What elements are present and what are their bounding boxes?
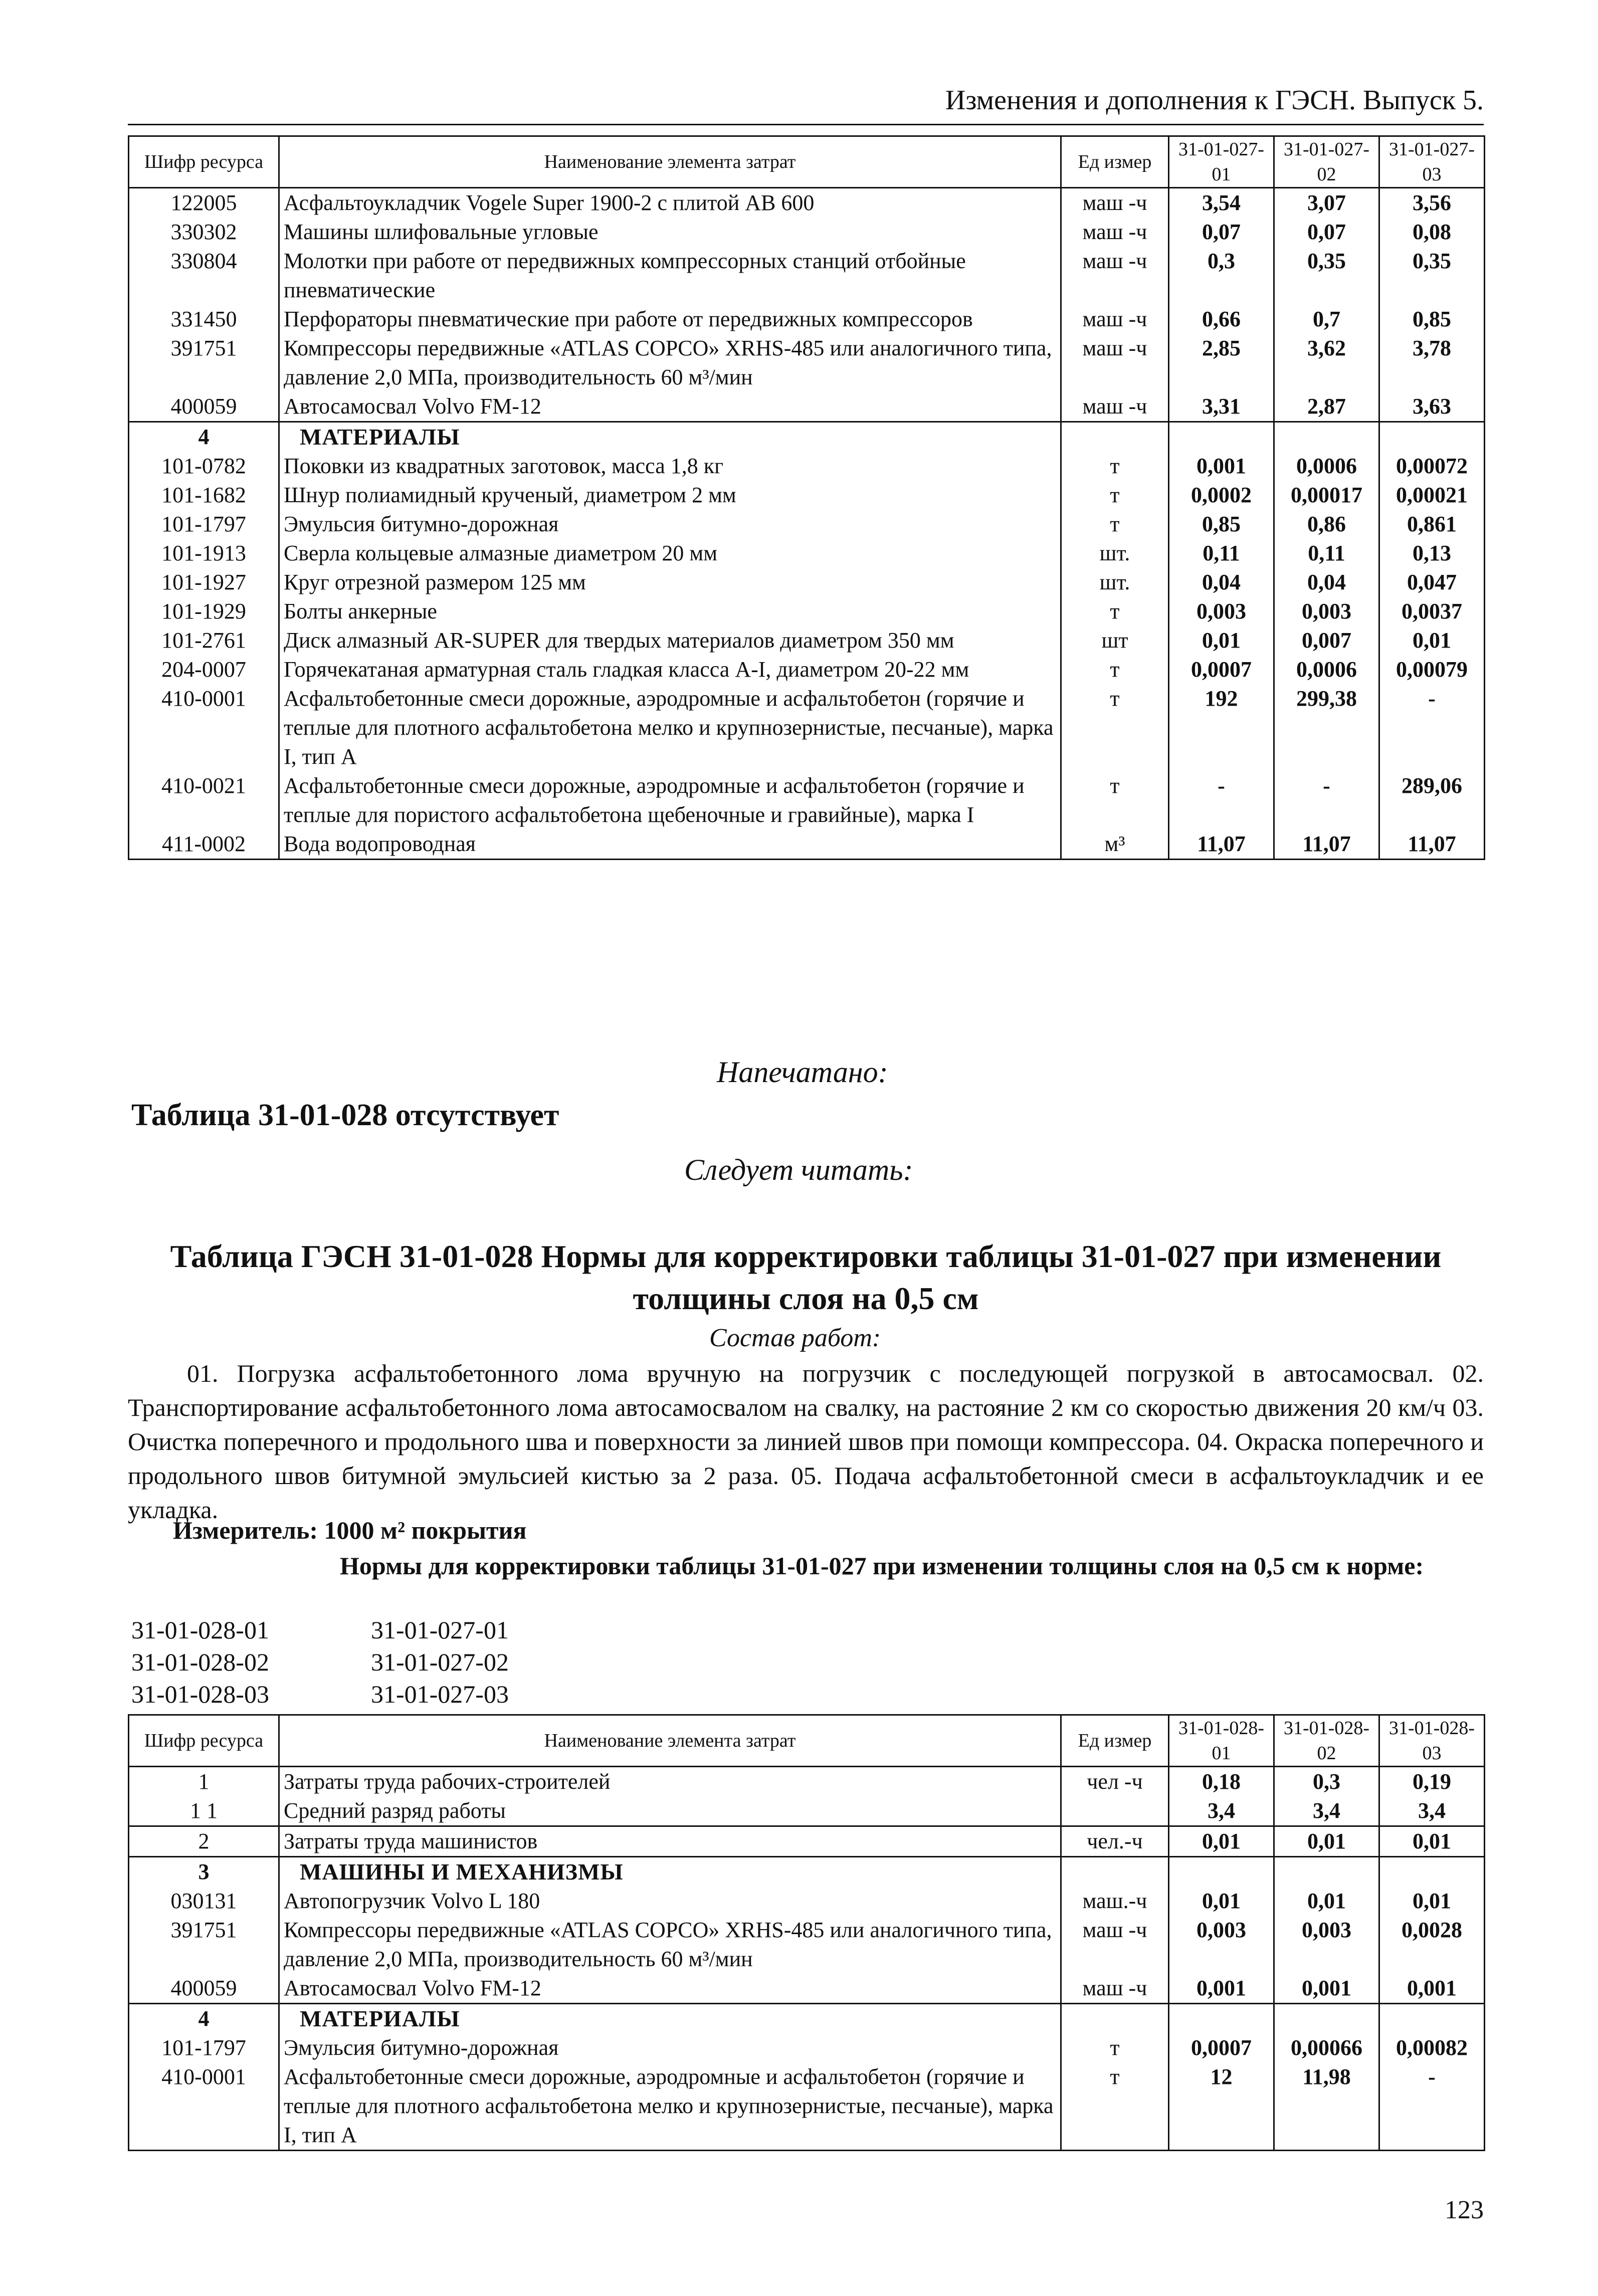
norm-value-1: 0,3 bbox=[1169, 247, 1274, 305]
norm-value-2: - bbox=[1274, 771, 1379, 829]
norm-value-2: 3,62 bbox=[1274, 334, 1379, 392]
table-row bbox=[129, 1826, 1485, 1857]
norm-map-code: 31-01-028-02 bbox=[131, 1648, 269, 1676]
table-row bbox=[129, 452, 1485, 481]
norm-value-1: 2,85 bbox=[1169, 334, 1274, 392]
resource-unit: т bbox=[1061, 2033, 1169, 2062]
norm-value-2: 2,87 bbox=[1274, 392, 1379, 422]
resource-name: МАТЕРИАЛЫ bbox=[279, 2004, 1061, 2034]
norm-value-3 bbox=[1379, 2004, 1485, 2034]
norm-value-3: 0,01 bbox=[1379, 1826, 1485, 1857]
resource-name: Болты анкерные bbox=[279, 597, 1061, 626]
resource-unit: маш.-ч bbox=[1061, 1887, 1169, 1916]
norm-map-row bbox=[131, 1614, 509, 1646]
table-row bbox=[129, 1916, 1485, 1974]
norm-value-1: 0,18 bbox=[1169, 1767, 1274, 1797]
norm-value-2 bbox=[1274, 2004, 1379, 2034]
resource-code: 101-2761 bbox=[129, 626, 279, 655]
table-row bbox=[129, 334, 1485, 392]
resource-code: 400059 bbox=[129, 1974, 279, 2004]
measure-unit-line: Измеритель: 1000 м² покрытия bbox=[173, 1516, 527, 1544]
norm-value-2: 0,11 bbox=[1274, 539, 1379, 568]
resource-unit: маш -ч bbox=[1061, 218, 1169, 247]
missing-table-statement: Таблица 31-01-028 отсутствует bbox=[131, 1098, 559, 1132]
table-row bbox=[129, 539, 1485, 568]
resource-unit: т bbox=[1061, 2062, 1169, 2151]
resource-name: МАШИНЫ И МЕХАНИЗМЫ bbox=[279, 1857, 1061, 1887]
section-row bbox=[129, 422, 1485, 452]
norm-value-3: 0,35 bbox=[1379, 247, 1485, 305]
resource-name: Асфальтобетонные смеси дорожные, аэродромные и асфальтобетон (горячие и теплые для плотного асфальтобетона мелко и крупнозернистые, песчаные), марка I, тип А bbox=[279, 2062, 1061, 2151]
norm-value-1: 0,07 bbox=[1169, 218, 1274, 247]
resource-name: Средний разряд работы bbox=[279, 1796, 1061, 1826]
resource-code: 1 bbox=[129, 1767, 279, 1797]
table-row bbox=[129, 247, 1485, 305]
resource-unit: маш -ч bbox=[1061, 1916, 1169, 1974]
section-row bbox=[129, 1857, 1485, 1887]
resource-code: 410-0021 bbox=[129, 771, 279, 829]
norm-value-2: 0,00066 bbox=[1274, 2033, 1379, 2062]
resource-unit: чел.-ч bbox=[1061, 1826, 1169, 1857]
norm-value-1: 3,54 bbox=[1169, 188, 1274, 218]
table-row bbox=[129, 1767, 1485, 1797]
resource-name: Автосамосвал Volvo FM-12 bbox=[279, 1974, 1061, 2004]
norm-value-3: 0,01 bbox=[1379, 1887, 1485, 1916]
norm-value-3: 3,78 bbox=[1379, 334, 1485, 392]
table-body bbox=[129, 188, 1485, 860]
norm-value-1: 0,01 bbox=[1169, 1826, 1274, 1857]
table-row bbox=[129, 392, 1485, 422]
col-header-norm-3: 31-01-028-03 bbox=[1379, 1715, 1485, 1767]
resource-code: 101-1913 bbox=[129, 539, 279, 568]
norm-value-1: 0,0007 bbox=[1169, 2033, 1274, 2062]
should-read-label: Следует читать: bbox=[684, 1153, 913, 1186]
norm-map-base: 31-01-027-02 bbox=[371, 1648, 509, 1676]
resource-name: МАТЕРИАЛЫ bbox=[279, 422, 1061, 452]
table-header-row bbox=[129, 136, 1485, 188]
resource-name: Компрессоры передвижные «ATLAS COPCO» XRHS-485 или аналогичного типа, давление 2,0 МПа, производительность 60 м³/мин bbox=[279, 334, 1061, 392]
section-title: Таблица ГЭСН 31-01-028 Нормы для корректировки таблицы 31-01-027 при изменении толщины слоя на 0,5 см bbox=[170, 1238, 1442, 1316]
norm-value-3: 0,00079 bbox=[1379, 655, 1485, 684]
col-header-unit: Ед измер bbox=[1061, 136, 1169, 188]
norm-value-2: 3,07 bbox=[1274, 188, 1379, 218]
work-composition-text: 01. Погрузка асфальтобетонного лома вручную на погрузчик с последующей погрузкой в автосамосвал. 02. Транспортирование асфальтобетонного лома автосамосвалом на свалку, на растояние 2 км со скоростью движения 20 км/ч 03. Очистка поперечного и продольного шва и поверхности за линией швов при помощи компрессора. 04. Окраска поперечного и продольного швов битумной эмульсией кистью за 2 раза. 05. Подача асфальтобетонной смеси в асфальтоукладчик и ее укладка. bbox=[128, 1359, 1484, 1524]
resource-code: 101-1927 bbox=[129, 568, 279, 597]
table-row bbox=[129, 597, 1485, 626]
resource-code: 391751 bbox=[129, 334, 279, 392]
resource-name: Диск алмазный AR-SUPER для твердых материалов диаметром 350 мм bbox=[279, 626, 1061, 655]
table-row bbox=[129, 626, 1485, 655]
resource-table-028 bbox=[128, 1714, 1485, 2151]
norm-map-base: 31-01-027-01 bbox=[371, 1616, 509, 1644]
norm-value-3: - bbox=[1379, 684, 1485, 771]
table-row bbox=[129, 568, 1485, 597]
norm-value-1: 0,001 bbox=[1169, 452, 1274, 481]
norm-value-3: 0,00021 bbox=[1379, 481, 1485, 510]
table-row bbox=[129, 2062, 1485, 2151]
resource-code: 101-0782 bbox=[129, 452, 279, 481]
norm-value-2 bbox=[1274, 422, 1379, 452]
norm-value-3: 0,0037 bbox=[1379, 597, 1485, 626]
resource-unit: чел -ч bbox=[1061, 1767, 1169, 1797]
norm-correction-note: Нормы для корректировки таблицы 31-01-027 при изменении толщины слоя на 0,5 см к норме: bbox=[340, 1552, 1424, 1580]
norm-value-2: 0,04 bbox=[1274, 568, 1379, 597]
norm-value-1: 3,4 bbox=[1169, 1796, 1274, 1826]
norm-value-1: 0,11 bbox=[1169, 539, 1274, 568]
norm-value-2: 0,7 bbox=[1274, 305, 1379, 334]
page-header bbox=[128, 80, 1484, 125]
resource-name: Вода водопроводная bbox=[279, 829, 1061, 860]
resource-code: 4 bbox=[129, 422, 279, 452]
table-row bbox=[129, 684, 1485, 771]
norm-value-3 bbox=[1379, 422, 1485, 452]
norm-value-1: 0,04 bbox=[1169, 568, 1274, 597]
table-row bbox=[129, 2033, 1485, 2062]
resource-unit bbox=[1061, 422, 1169, 452]
col-header-norm-2: 31-01-028-02 bbox=[1274, 1715, 1379, 1767]
norm-value-2: 3,4 bbox=[1274, 1796, 1379, 1826]
norm-value-2: 0,01 bbox=[1274, 1826, 1379, 1857]
norm-value-2: 0,0006 bbox=[1274, 655, 1379, 684]
resource-code: 391751 bbox=[129, 1916, 279, 1974]
header-title: Изменения и дополнения к ГЭСН. Выпуск 5. bbox=[945, 85, 1484, 116]
col-header-name: Наименование элемента затрат bbox=[279, 136, 1061, 188]
resource-name: Асфальтобетонные смеси дорожные, аэродромные и асфальтобетон (горячие и теплые для пористого асфальтобетона щебеночные и гравийные), марка I bbox=[279, 771, 1061, 829]
resource-name: Перфораторы пневматические при работе от передвижных компрессоров bbox=[279, 305, 1061, 334]
norm-value-3 bbox=[1379, 1857, 1485, 1887]
resource-code: 101-1797 bbox=[129, 2033, 279, 2062]
resource-name: Молотки при работе от передвижных компрессорных станций отбойные пневматические bbox=[279, 247, 1061, 305]
norm-value-1: 0,0007 bbox=[1169, 655, 1274, 684]
norm-value-3: 0,00072 bbox=[1379, 452, 1485, 481]
norm-value-1 bbox=[1169, 1857, 1274, 1887]
header-rule bbox=[128, 124, 1484, 125]
resource-name: Машины шлифовальные угловые bbox=[279, 218, 1061, 247]
norm-value-3: 289,06 bbox=[1379, 771, 1485, 829]
table-row bbox=[129, 305, 1485, 334]
resource-unit: т bbox=[1061, 597, 1169, 626]
resource-name: Шнур полиамидный крученый, диаметром 2 мм bbox=[279, 481, 1061, 510]
table-row bbox=[129, 1887, 1485, 1916]
resource-name: Асфальтоукладчик Vogele Super 1900-2 с плитой АВ 600 bbox=[279, 188, 1061, 218]
section-row bbox=[129, 2004, 1485, 2034]
resource-unit bbox=[1061, 2004, 1169, 2034]
resource-unit: маш -ч bbox=[1061, 305, 1169, 334]
norm-value-2: 0,00017 bbox=[1274, 481, 1379, 510]
norm-value-1: 0,85 bbox=[1169, 510, 1274, 539]
printed-label: Напечатано: bbox=[717, 1056, 888, 1089]
norm-map-row bbox=[131, 1678, 509, 1710]
norm-value-2 bbox=[1274, 1857, 1379, 1887]
norm-value-2: 0,3 bbox=[1274, 1767, 1379, 1797]
resource-name: Асфальтобетонные смеси дорожные, аэродромные и асфальтобетон (горячие и теплые для плотного асфальтобетона мелко и крупнозернистые, песчаные), марка I, тип А bbox=[279, 684, 1061, 771]
resource-name: Автосамосвал Volvo FM-12 bbox=[279, 392, 1061, 422]
norm-map-row bbox=[131, 1646, 509, 1678]
norm-value-3: 3,56 bbox=[1379, 188, 1485, 218]
resource-unit: шт bbox=[1061, 626, 1169, 655]
norm-value-3: 0,13 bbox=[1379, 539, 1485, 568]
norm-value-1: - bbox=[1169, 771, 1274, 829]
resource-name: Эмульсия битумно-дорожная bbox=[279, 2033, 1061, 2062]
resource-unit: маш -ч bbox=[1061, 392, 1169, 422]
norm-value-3: 11,07 bbox=[1379, 829, 1485, 860]
norm-value-1: 12 bbox=[1169, 2062, 1274, 2151]
resource-unit: т bbox=[1061, 684, 1169, 771]
norm-map-code: 31-01-028-03 bbox=[131, 1680, 269, 1708]
norm-value-3: 0,00082 bbox=[1379, 2033, 1485, 2062]
resource-code: 1 1 bbox=[129, 1796, 279, 1826]
col-header-norm-3: 31-01-027-03 bbox=[1379, 136, 1485, 188]
resource-code: 4 bbox=[129, 2004, 279, 2034]
resource-unit: маш -ч bbox=[1061, 188, 1169, 218]
resource-unit: м³ bbox=[1061, 829, 1169, 860]
norm-value-1: 0,01 bbox=[1169, 626, 1274, 655]
norm-value-3: 0,08 bbox=[1379, 218, 1485, 247]
norm-value-1: 0,0002 bbox=[1169, 481, 1274, 510]
table-body bbox=[129, 1767, 1485, 2151]
resource-code: 122005 bbox=[129, 188, 279, 218]
resource-code: 3 bbox=[129, 1857, 279, 1887]
table-row bbox=[129, 510, 1485, 539]
resource-name: Автопогрузчик Volvo L 180 bbox=[279, 1887, 1061, 1916]
norm-value-3: 0,001 bbox=[1379, 1974, 1485, 2004]
norm-value-3: 0,85 bbox=[1379, 305, 1485, 334]
resource-name: Поковки из квадратных заготовок, масса 1,8 кг bbox=[279, 452, 1061, 481]
table-row bbox=[129, 655, 1485, 684]
resource-unit: т bbox=[1061, 452, 1169, 481]
table-row bbox=[129, 188, 1485, 218]
norm-value-3: 0,0028 bbox=[1379, 1916, 1485, 1974]
norm-value-2: 0,003 bbox=[1274, 1916, 1379, 1974]
norm-value-2: 0,001 bbox=[1274, 1974, 1379, 2004]
resource-name: Круг отрезной размером 125 мм bbox=[279, 568, 1061, 597]
norm-value-2: 0,0006 bbox=[1274, 452, 1379, 481]
resource-table-027 bbox=[128, 135, 1485, 860]
resource-code: 101-1929 bbox=[129, 597, 279, 626]
col-header-unit: Ед измер bbox=[1061, 1715, 1169, 1767]
resource-unit bbox=[1061, 1857, 1169, 1887]
resource-name: Затраты труда машинистов bbox=[279, 1826, 1061, 1857]
resource-unit: маш -ч bbox=[1061, 334, 1169, 392]
resource-code: 400059 bbox=[129, 392, 279, 422]
norm-value-2: 11,07 bbox=[1274, 829, 1379, 860]
resource-name: Горячекатаная арматурная сталь гладкая класса А-I, диаметром 20-22 мм bbox=[279, 655, 1061, 684]
resource-code: 204-0007 bbox=[129, 655, 279, 684]
resource-name: Затраты труда рабочих-строителей bbox=[279, 1767, 1061, 1797]
resource-code: 030131 bbox=[129, 1887, 279, 1916]
resource-code: 410-0001 bbox=[129, 2062, 279, 2151]
resource-code: 101-1682 bbox=[129, 481, 279, 510]
norm-value-1: 0,003 bbox=[1169, 1916, 1274, 1974]
norm-map-code: 31-01-028-01 bbox=[131, 1616, 269, 1644]
table-row bbox=[129, 1796, 1485, 1826]
resource-name: Эмульсия битумно-дорожная bbox=[279, 510, 1061, 539]
norm-value-3: 3,63 bbox=[1379, 392, 1485, 422]
norm-value-2: 0,07 bbox=[1274, 218, 1379, 247]
norm-value-3: - bbox=[1379, 2062, 1485, 2151]
resource-code: 2 bbox=[129, 1826, 279, 1857]
norm-value-3: 0,19 bbox=[1379, 1767, 1485, 1797]
table-row bbox=[129, 218, 1485, 247]
norm-value-2: 0,007 bbox=[1274, 626, 1379, 655]
resource-unit: маш -ч bbox=[1061, 1974, 1169, 2004]
norm-value-1 bbox=[1169, 422, 1274, 452]
norm-value-1 bbox=[1169, 2004, 1274, 2034]
resource-name: Компрессоры передвижные «ATLAS COPCO» XRHS-485 или аналогичного типа, давление 2,0 МПа, производительность 60 м³/мин bbox=[279, 1916, 1061, 1974]
norm-value-3: 0,01 bbox=[1379, 626, 1485, 655]
table-header-row bbox=[129, 1715, 1485, 1767]
resource-unit: шт. bbox=[1061, 539, 1169, 568]
table-row bbox=[129, 1974, 1485, 2004]
col-header-name: Наименование элемента затрат bbox=[279, 1715, 1061, 1767]
norm-value-2: 0,01 bbox=[1274, 1887, 1379, 1916]
norm-value-2: 0,86 bbox=[1274, 510, 1379, 539]
page-number: 123 bbox=[1445, 2196, 1484, 2224]
norm-value-1: 0,66 bbox=[1169, 305, 1274, 334]
norm-value-1: 192 bbox=[1169, 684, 1274, 771]
norm-value-2: 11,98 bbox=[1274, 2062, 1379, 2151]
resource-unit: т bbox=[1061, 510, 1169, 539]
norm-value-3: 0,861 bbox=[1379, 510, 1485, 539]
resource-code: 330302 bbox=[129, 218, 279, 247]
norm-value-1: 0,01 bbox=[1169, 1887, 1274, 1916]
resource-code: 331450 bbox=[129, 305, 279, 334]
col-header-code: Шифр ресурса bbox=[129, 136, 279, 188]
resource-unit bbox=[1061, 1796, 1169, 1826]
norm-value-2: 0,35 bbox=[1274, 247, 1379, 305]
norm-value-1: 0,003 bbox=[1169, 597, 1274, 626]
col-header-norm-1: 31-01-028-01 bbox=[1169, 1715, 1274, 1767]
resource-unit: маш -ч bbox=[1061, 247, 1169, 305]
norm-value-3: 0,047 bbox=[1379, 568, 1485, 597]
resource-code: 101-1797 bbox=[129, 510, 279, 539]
resource-code: 330804 bbox=[129, 247, 279, 305]
col-header-norm-2: 31-01-027-02 bbox=[1274, 136, 1379, 188]
resource-unit: шт. bbox=[1061, 568, 1169, 597]
norm-map-base: 31-01-027-03 bbox=[371, 1680, 509, 1708]
resource-unit: т bbox=[1061, 771, 1169, 829]
norm-value-2: 299,38 bbox=[1274, 684, 1379, 771]
norm-value-2: 0,003 bbox=[1274, 597, 1379, 626]
table-row bbox=[129, 771, 1485, 829]
resource-unit: т bbox=[1061, 481, 1169, 510]
col-header-code: Шифр ресурса bbox=[129, 1715, 279, 1767]
norm-value-1: 0,001 bbox=[1169, 1974, 1274, 2004]
norm-value-3: 3,4 bbox=[1379, 1796, 1485, 1826]
resource-unit: т bbox=[1061, 655, 1169, 684]
norm-value-1: 11,07 bbox=[1169, 829, 1274, 860]
resource-code: 410-0001 bbox=[129, 684, 279, 771]
norm-value-1: 3,31 bbox=[1169, 392, 1274, 422]
table-row bbox=[129, 829, 1485, 860]
work-composition-label: Состав работ: bbox=[709, 1324, 881, 1352]
table-row bbox=[129, 481, 1485, 510]
resource-name: Сверла кольцевые алмазные диаметром 20 мм bbox=[279, 539, 1061, 568]
resource-code: 411-0002 bbox=[129, 829, 279, 860]
col-header-norm-1: 31-01-027-01 bbox=[1169, 136, 1274, 188]
